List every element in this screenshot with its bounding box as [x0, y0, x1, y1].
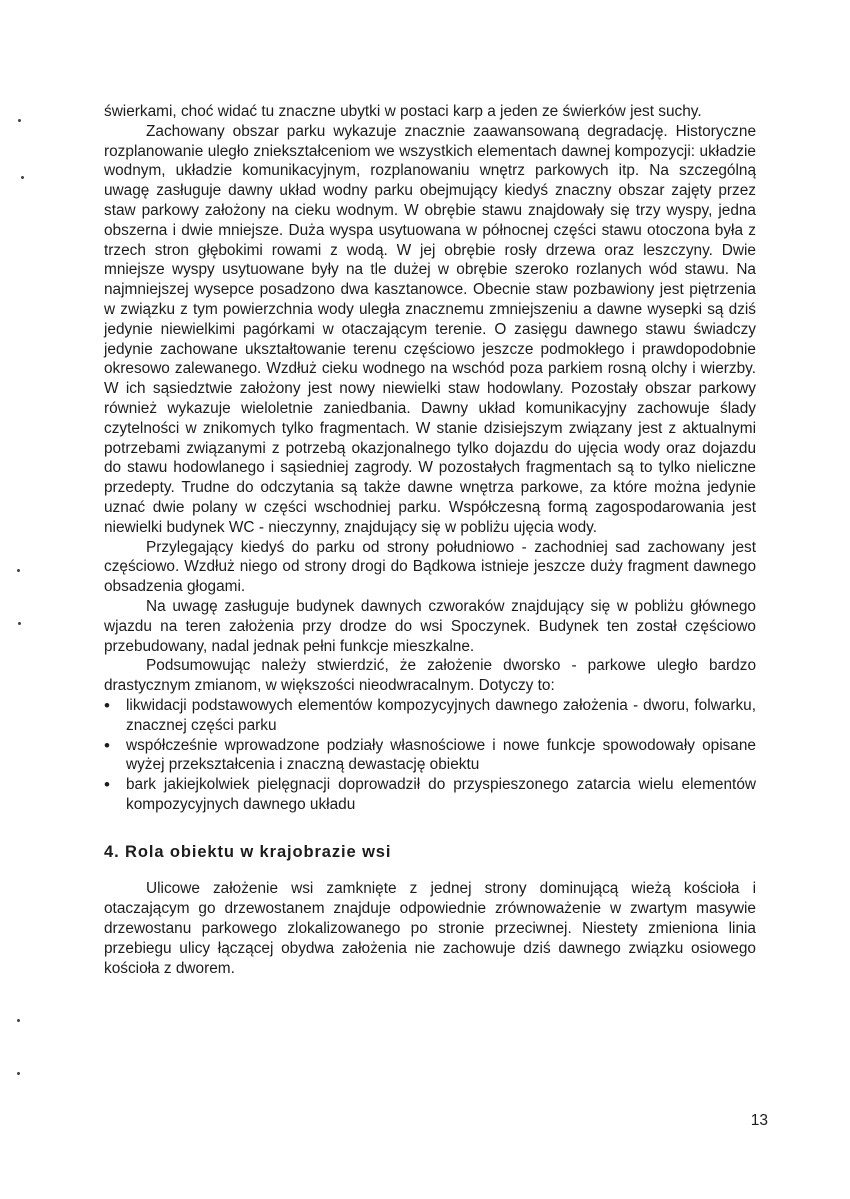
paragraph-orchard: Przylegający kiedyś do parku od strony południowo - zachodniej sad zachowany jest częściowo. Wzdłuż niego od strony drogi do Bądkowa istnieje jeszcze duży fragment dawnego obsadzenia głogami. — [104, 538, 756, 596]
scan-mark — [21, 176, 24, 179]
paragraph-summary: Podsumowując należy stwierdzić, że założenie dworsko - parkowe uległo bardzo drastycznym zmianom, w większości nieodwracalnym. Dotyczy to: — [104, 657, 756, 695]
scan-mark — [17, 1019, 20, 1022]
bullet-item: • likwidacji podstawowych elementów kompozycyjnych dawnego założenia - dworu, folwarku, znacznej części parku — [104, 696, 756, 736]
bullet-item: • współcześnie wprowadzone podziały własnościowe i nowe funkcje spowodowały opisane wyżej przekształcenia i znaczną dewastację obiektu — [104, 736, 756, 776]
paragraph-czworaki: Na uwagę zasługuje budynek dawnych czworaków znajdujący się w pobliżu głównego wjazdu na teren założenia przy drodze do wsi Spoczynek. Budynek ten został częściowo przebudowany, nadal jednak pełni funkcje mieszkalne. — [104, 597, 756, 655]
paragraph-landscape-role: Ulicowe założenie wsi zamknięte z jednej strony dominującą wieżą kościoła i otaczającym go drzewostanem znajduje odpowiednie zrównoważenie w zwartym masywie drzewostanu parkowego zlokalizowanego po stronie przeciwnej. Niestety zmieniona linia przebiegu ulicy łączącej obydwa założenia nie zachowuje dziś dawnego związku osiowego kościoła z dworem. — [104, 880, 756, 977]
scan-mark — [17, 569, 20, 572]
document-body — [104, 102, 756, 978]
summary-bullet-list — [104, 696, 756, 815]
section-heading: 4. Rola obiektu w krajobrazie wsi — [104, 842, 392, 861]
paragraph-continuation: świerkami, choć widać tu znaczne ubytki w postaci karp a jeden ze świerków jest suchy. — [104, 103, 702, 120]
page-number: 13 — [750, 1112, 768, 1129]
scan-mark — [18, 119, 21, 122]
bullet-item: • bark jakiejkolwiek pielęgnacji doprowadził do przyspieszonego zatarcia wielu elementów kompozycyjnych dawnego układu — [104, 775, 756, 815]
scan-mark — [17, 1072, 20, 1075]
scan-mark — [18, 622, 21, 625]
paragraph-park-degradation: Zachowany obszar parku wykazuje znacznie zaawansowaną degradację. Historyczne rozplanowanie uległo zniekształceniom we wszystkich elementach dawnej kompozycji: układzie wodnym, układzie komunikacyjnym, rozplanowaniu wnętrz parkowych itp. Na szczególną uwagę zasługuje dawny układ wodny parku obejmujący kiedyś znaczny obszar zajęty przez staw parkowy założony na cieku wodnym. W obrębie stawu znajdowały się trzy wyspy, jedna obszerna i dwie mniejsze. Duża wyspa usytuowana w północnej części stawu otoczona była z trzech stron głębokimi rowami z wodą. W jej obrębie rosły drzewa oraz leszczyny. Dwie mniejsze wyspy usytuowane były na tle dużej w obrębie szeroko rozlanych wód stawu. Na najmniejszej wysepce posadzono dwa kasztanowce. Obecnie staw pozbawiony jest piętrzenia w związku z tym powierzchnia wody uległa znacznemu zmniejszeniu a dawne wysepki są dziś jedynie niewielkimi pagórkami w otaczającym terenie. O zasięgu dawnego stawu świadczy jedynie zachowane ukształtowanie terenu częściowo jeszcze podmokłego i prawdopodobnie okresowo zalewanego. Wzdłuż cieku wodnego na wschód poza parkiem rosną olchy i wierzby. W ich sąsiedztwie założony jest nowy niewielki staw hodowlany. Pozostały obszar parkowy również wykazuje wieloletnie zaniedbania. Dawny układ komunikacyjny zachowuje ślady czytelności w znikomych tylko fragmentach. W stanie dzisiejszym związany jest z aktualnymi potrzebami związanymi z potrzebą okazjonalnego tylko dojazdu do ujęcia wody oraz dojazdu do stawu hodowlanego i sąsiedniej zagrody. W pozostałych fragmentach są to tylko nieliczne przedepty. Trudne do odczytania są także dawne wnętrza parkowe, za które można jedynie uznać dwie polany w części wschodniej parku. Współczesną formą zagospodarowania jest niewielki budynek WC - nieczynny, znajdujący się w pobliżu ujęcia wody. — [104, 122, 756, 536]
